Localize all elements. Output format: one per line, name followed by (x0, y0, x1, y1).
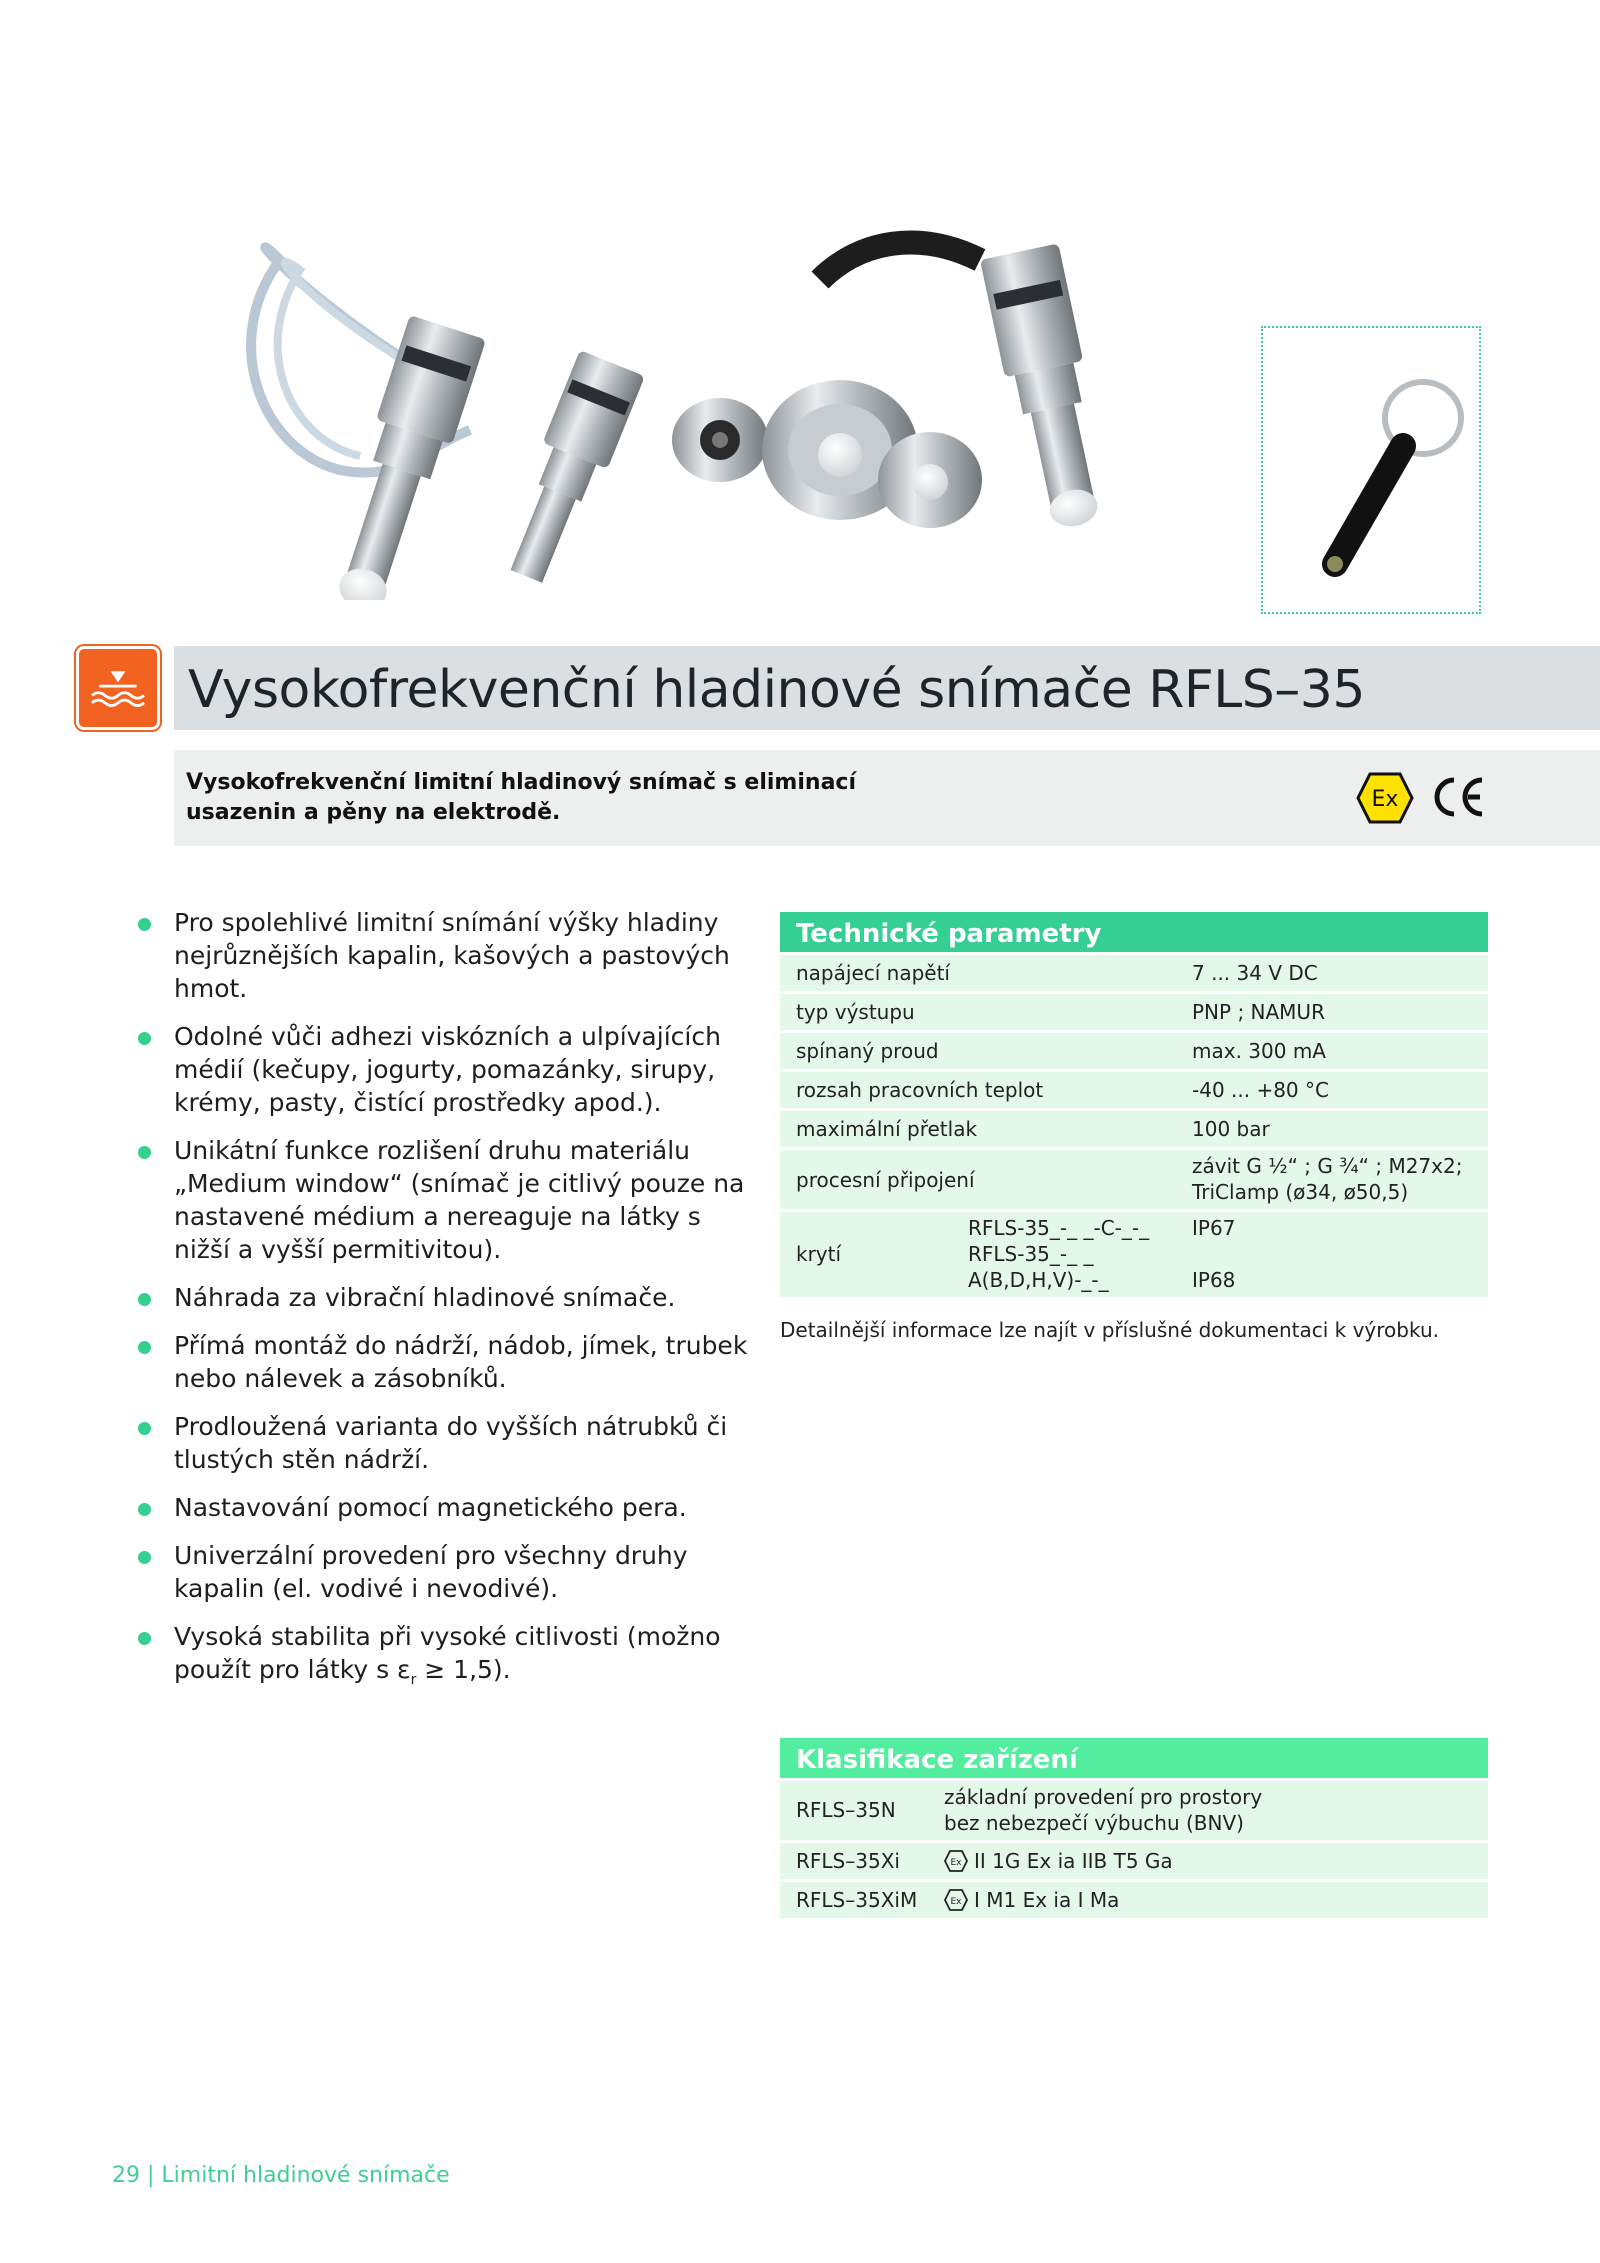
param-value: 100 bar (1192, 1117, 1270, 1141)
bullet-icon (138, 1632, 151, 1645)
list-item: Přímá montáž do nádrží, nádob, jímek, trubek nebo nálevek a zásobníků. (138, 1329, 748, 1395)
param-name: napájecí napětí (796, 961, 950, 985)
classification-table (780, 1738, 1488, 1918)
bullet-icon (138, 1341, 151, 1354)
tech-params-heading: Technické parametry (780, 912, 1488, 952)
table-row (780, 1840, 1488, 1879)
model-description: Ex II 1G Ex ia IIB T5 Ga (944, 1849, 1173, 1873)
ex-mark-icon (944, 1889, 968, 1911)
table-row (780, 1147, 1488, 1209)
table-row (780, 1209, 1488, 1297)
param-value: závit G ½“ ; G ¾“ ; M27x2; (1192, 1154, 1463, 1178)
page-number: 29 (112, 2163, 140, 2188)
ex-mark-icon (944, 1850, 968, 1872)
model-description: Ex I M1 Ex ia I Ma (944, 1888, 1119, 1912)
model-description: základní provedení pro prostory (944, 1785, 1263, 1809)
classification-heading: Klasifikace zařízení (780, 1738, 1488, 1778)
list-item: Vysoká stabilita při vysoké citlivosti (možno použít pro látky s $\varepsilon_r \ge 1,5$). (138, 1620, 748, 1697)
model-name: RFLS–35XiM (796, 1888, 918, 1912)
param-value: max. 300 mA (1192, 1039, 1326, 1063)
param-value: IP68 (1192, 1268, 1236, 1292)
param-name: typ výstupu (796, 1000, 915, 1024)
param-name: procesní připojení (796, 1168, 975, 1192)
liquid-level-icon (76, 646, 160, 730)
table-row (780, 991, 1488, 1030)
param-value: PNP ; NAMUR (1192, 1000, 1325, 1024)
bullet-icon (138, 1503, 151, 1516)
param-value: IP67 (1192, 1216, 1236, 1240)
param-name: krytí (796, 1242, 842, 1266)
bullet-icon (138, 1032, 151, 1045)
feature-list (138, 906, 748, 1712)
model-code: RFLS-35_-_ _ (968, 1242, 1094, 1266)
model-code: RFLS-35_-_ _-C-_-_ (968, 1216, 1150, 1240)
svg-text:Ex: Ex (950, 1897, 962, 1907)
svg-text:Ex: Ex (950, 1858, 962, 1868)
param-value: -40 ... +80 °C (1192, 1078, 1329, 1102)
list-item: Náhrada za vibrační hladinové snímače. (138, 1281, 748, 1314)
model-description: bez nebezpečí výbuchu (BNV) (944, 1811, 1244, 1835)
title-bar (174, 646, 1600, 730)
list-item: Pro spolehlivé limitní snímání výšky hladiny nejrůznějších kapalin, kašových a pastových hmot. (138, 906, 748, 1005)
tech-note: Detailnější informace lze najít v příslušné dokumentaci k výrobku. (780, 1318, 1439, 1342)
section-name: Limitní hladinové snímače (161, 2163, 450, 2188)
table-row (780, 1879, 1488, 1918)
bullet-icon (138, 1293, 151, 1306)
model-name: RFLS–35N (796, 1798, 896, 1822)
param-name: rozsah pracovních teplot (796, 1078, 1044, 1102)
bullet-icon (138, 918, 151, 931)
magnetic-pen-photo (1261, 326, 1481, 614)
table-row (780, 1778, 1488, 1840)
param-value: TriClamp (ø34, ø50,5) (1192, 1180, 1409, 1204)
list-item: Prodloužená varianta do vyšších nátrubků či tlustých stěn nádrží. (138, 1410, 748, 1476)
table-row (780, 952, 1488, 991)
page-footer (112, 2163, 450, 2188)
param-name: maximální přetlak (796, 1117, 978, 1141)
table-row (780, 1030, 1488, 1069)
model-code: A(B,D,H,V)-_-_ (968, 1268, 1109, 1292)
subtitle: Vysokofrekvenční limitní hladinový snímač s eliminací usazenin a pěny na elektrodě. (186, 770, 856, 825)
list-item: Odolné vůči adhezi viskózních a ulpívajících médií (kečupy, jogurty, pomazánky, sirupy, krémy, pasty, čistící prostředky apod.). (138, 1020, 748, 1119)
bullet-icon (138, 1551, 151, 1564)
footer-separator: | (147, 2163, 155, 2188)
list-item: Nastavování pomocí magnetického pera. (138, 1491, 748, 1524)
table-row (780, 1108, 1488, 1147)
page-title: Vysokofrekvenční hladinové snímače RFLS–35 (188, 660, 1365, 720)
table-row (780, 1069, 1488, 1108)
svg-text:Ex: Ex (1371, 787, 1399, 812)
param-value: 7 ... 34 V DC (1192, 961, 1318, 985)
tech-params-table (780, 912, 1488, 1297)
bullet-icon (138, 1146, 151, 1159)
ce-mark-icon (1430, 774, 1488, 820)
list-item: Univerzální provedení pro všechny druhy kapalin (el. vodivé i nevodivé). (138, 1539, 748, 1605)
model-name: RFLS–35Xi (796, 1849, 900, 1873)
bullet-icon (138, 1422, 151, 1435)
ex-mark-icon (1356, 772, 1414, 824)
param-name: spínaný proud (796, 1039, 939, 1063)
product-photo (220, 220, 1210, 600)
list-item: Unikátní funkce rozlišení druhu materiálu „Medium window“ (snímač je citlivý pouze na nastavené médium a nereaguje na látky s nižší a vyšší permitivitou). (138, 1134, 748, 1266)
